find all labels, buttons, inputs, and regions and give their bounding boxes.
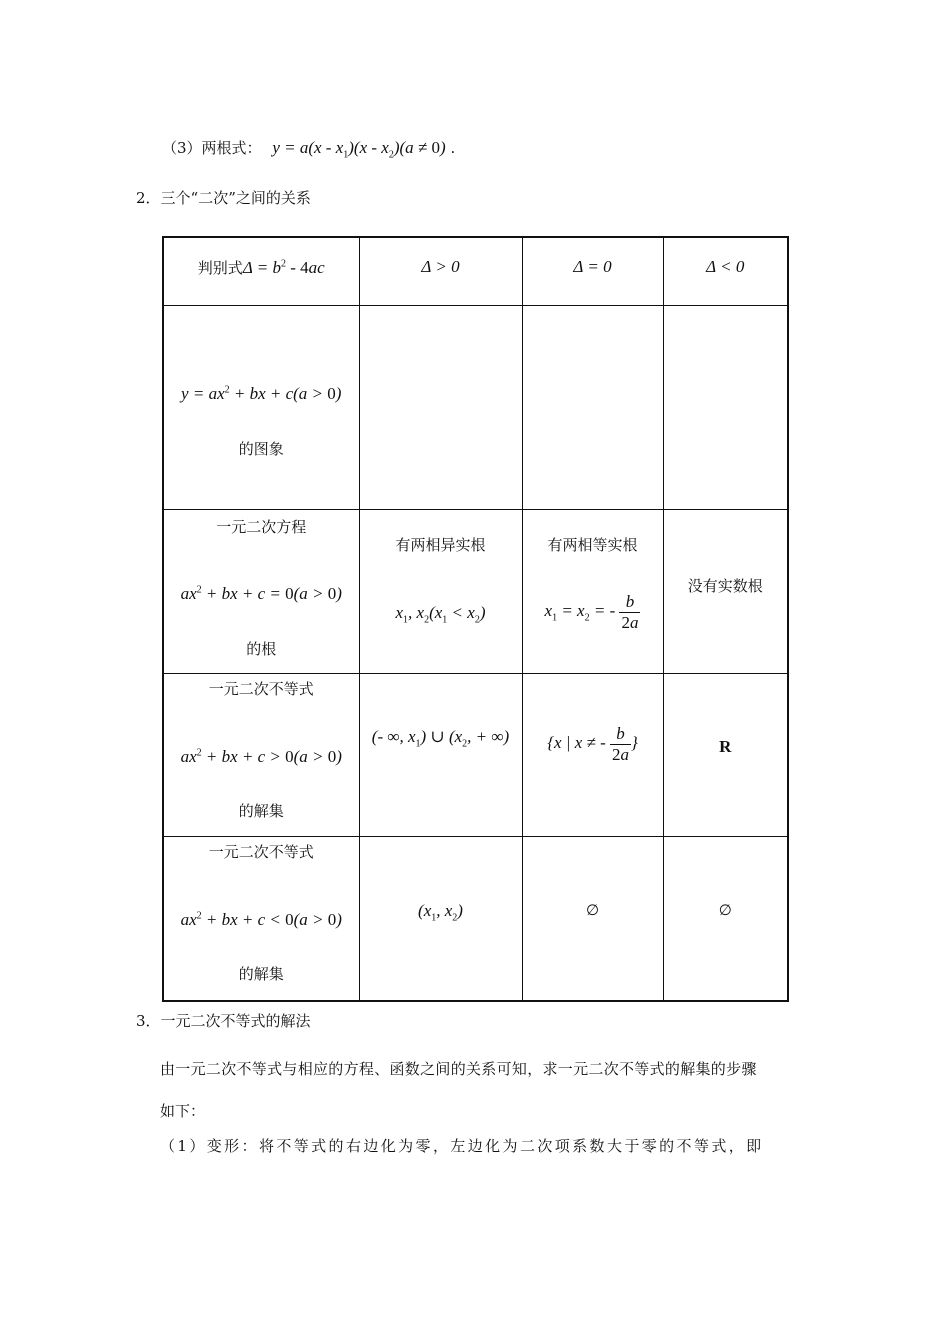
ineq-lt-delta-positive-cell (359, 837, 522, 1002)
ineq-lt-formula: $ax^2$ + bx + c < 0(a > 0) (180, 910, 342, 929)
ineq-gt-label-cell (163, 674, 359, 837)
equation-line1: 一元二次方程 (216, 518, 307, 536)
graph-delta-negative-cell (663, 306, 788, 510)
ineq-gt-line3: 的解集 (238, 802, 284, 820)
section-3-step1: （1）变形：将不等式的右边化为零，左边化为二次项系数大于零的不等式，即 (160, 1137, 764, 1155)
section-3-title: 3．一元二次不等式的解法 (136, 1012, 311, 1030)
equal-roots-text: 有两相等实根 (547, 536, 638, 554)
two-root-form-label: （3）两根式： (162, 139, 262, 157)
equation-delta-zero-cell (522, 510, 663, 674)
header-discriminant-label: 判别式 (197, 259, 243, 277)
graph-caption: 的图象 (238, 440, 284, 458)
table-row-inequality-gt (163, 674, 788, 837)
equation-line3: 的根 (246, 640, 277, 658)
equation-label-cell (163, 510, 359, 674)
ineq-gt-formula: $ax^2$ + bx + c > 0(a > 0) (180, 747, 342, 766)
graph-delta-positive-cell (359, 306, 522, 510)
table-row-inequality-lt (163, 837, 788, 1002)
header-discriminant-cell (163, 237, 359, 306)
section-3-paragraph-line2: 如下： (160, 1102, 206, 1120)
table-row-graph (163, 306, 788, 510)
ineq-gt-set-excluding-vertex: {x | x ≠ - $\frac{b}{2a}$ } (547, 724, 638, 764)
distinct-roots-formula: $x_1$, $x_2(x_1 < x_2)$ (395, 603, 486, 626)
ineq-gt-line1: 一元二次不等式 (208, 680, 314, 698)
header-delta-positive: Δ > 0 (359, 237, 522, 306)
ineq-lt-empty-set-negative: ∅ (718, 901, 732, 919)
ineq-gt-union-interval: (- ∞, $x_1$) ∪ ($x_2$, + ∞) (371, 727, 510, 750)
ineq-gt-delta-negative-cell (663, 674, 788, 837)
table-header-row (163, 237, 788, 306)
header-delta-zero: Δ = 0 (522, 237, 663, 306)
ineq-gt-all-reals: R (719, 737, 732, 756)
equal-roots-formula: $x_1 = x_2$ = - $\frac{b}{2a}$ (544, 592, 639, 632)
graph-delta-zero-cell (522, 306, 663, 510)
no-real-roots-text: 没有实数根 (687, 577, 763, 595)
ineq-gt-delta-positive-cell (359, 674, 522, 837)
section-2-title: 2．三个“二次”之间的关系 (136, 189, 311, 207)
ineq-lt-interval: ($x_1$, $x_2$) (418, 901, 463, 924)
header-delta-negative: Δ < 0 (663, 237, 788, 306)
quadratic-relations-table (162, 236, 789, 1002)
ineq-lt-delta-zero-cell (522, 837, 663, 1002)
two-root-form-period: . (450, 139, 456, 157)
header-discriminant-formula: $\Delta = b^2 - 4ac$ (242, 258, 325, 277)
equation-delta-positive-cell (359, 510, 522, 674)
ineq-lt-label-cell (163, 837, 359, 1002)
table-row-equation (163, 510, 788, 674)
equation-delta-negative-cell (663, 510, 788, 674)
ineq-lt-empty-set-zero: ∅ (585, 901, 600, 919)
graph-label-cell (163, 306, 359, 510)
ineq-lt-line1: 一元二次不等式 (208, 843, 314, 861)
ineq-lt-line3: 的解集 (238, 965, 284, 983)
ineq-lt-delta-negative-cell (663, 837, 788, 1002)
graph-function-formula: $y = ax^2$ + bx + c(a > 0) (181, 384, 342, 403)
ineq-gt-delta-zero-cell (522, 674, 663, 837)
equation-formula: $ax^2$ + bx + c = 0(a > 0) (180, 584, 342, 603)
distinct-roots-text: 有两相异实根 (395, 536, 486, 554)
section-3-paragraph-line1: 由一元二次不等式与相应的方程、函数之间的关系可知，求一元二次不等式的解集的步骤 (160, 1060, 757, 1078)
two-root-form-formula: $y = a(x - x_1)(x - x_2)(a \ne 0)$ (272, 138, 446, 161)
two-root-form-line (162, 138, 456, 161)
